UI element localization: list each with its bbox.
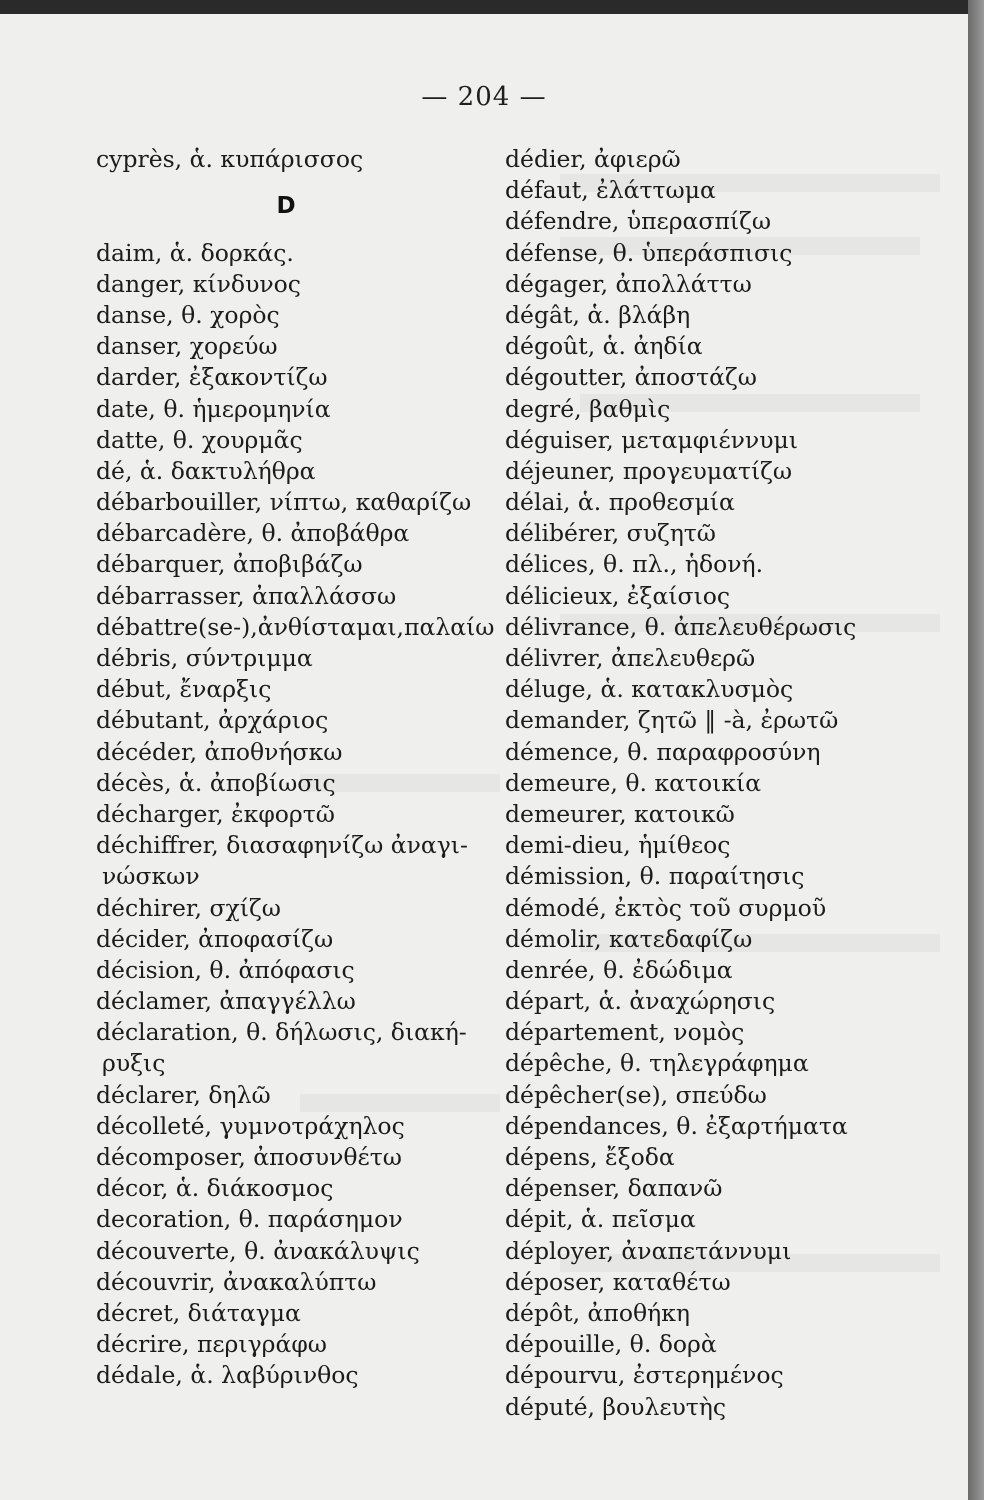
entry: départ, ἁ. ἀναχώρησις [505, 987, 776, 1016]
entry: décor, ἁ. διάκοσμος [96, 1174, 334, 1203]
entry: dépens, ἔξοδα [505, 1143, 675, 1171]
entry: déchirer, σχίζω [96, 893, 281, 922]
entry: dépouille, θ. δορὰ [505, 1330, 717, 1359]
entry: demeure, θ. κατοικία [505, 768, 762, 797]
entry: degré, βαθμὶς [505, 394, 671, 423]
entry: dégât, ἁ. βλάβη [505, 300, 691, 329]
entry: démolir, κατεδαφίζω [505, 924, 753, 953]
entry-continuation: ρυξις [102, 1049, 166, 1078]
entry: dépourvu, ἐστερημένος [505, 1361, 784, 1390]
entry: découvrir, ἀνακαλύπτω [96, 1267, 377, 1296]
entry: député, βουλευτὴς [505, 1392, 727, 1421]
entry: délicieux, ἐξαίσιος [505, 581, 731, 610]
entry: dé, ἁ. δακτυλήθρα [96, 456, 316, 485]
entry: dégager, ἀπολλάττω [505, 269, 752, 298]
entry: dépendances, θ. ἐξαρτήματα [505, 1111, 848, 1140]
page-number: — 204 — [421, 82, 547, 112]
scan-top-edge [0, 0, 984, 14]
entry: débattre(se-),ἀνθίσταμαι,παλαίω [96, 612, 495, 641]
entry: decoration, θ. παράσημον [96, 1205, 403, 1234]
entry: décider, ἀποφασίζω [96, 924, 334, 953]
entry: dépôt, ἀποθήκη [505, 1298, 690, 1327]
entry: demeurer, κατοικῶ [505, 799, 735, 828]
book-spine-edge [968, 0, 984, 1500]
entry: déclaration, θ. δήλωσις, διακή- [96, 1018, 467, 1047]
entry: datte, θ. χουρμᾶς [96, 425, 303, 454]
entry: délivrer, ἀπελευθερῶ [505, 644, 756, 672]
entry: demander, ζητῶ ‖ -à, ἐρωτῶ [505, 706, 839, 735]
entry: déclarer, δηλῶ [96, 1080, 271, 1109]
entry: déchiffrer, διασαφηνίζω ἀναγι- [96, 831, 468, 860]
entry: décolleté, γυμνοτράχηλος [96, 1111, 405, 1140]
entry: cyprès, ἁ. κυπάρισσος [96, 145, 364, 173]
entry: décision, θ. ἀπόφασις [96, 955, 355, 984]
entry: débris, σύντριμμα [96, 644, 313, 673]
entry: daim, ἁ. δορκάς. [96, 238, 294, 267]
entry: darder, ἐξακοντίζω [96, 363, 328, 392]
entry: déguiser, μεταμφιέννυμι [505, 425, 798, 454]
entry: dégoutter, ἀποστάζω [505, 363, 757, 392]
entry: date, θ. ἡμερομηνία [96, 394, 331, 423]
entry: dépêcher(se), σπεύδω [505, 1080, 767, 1109]
entry: danger, κίνδυνος [96, 269, 301, 298]
entry: dédale, ἁ. λαβύρινθος [96, 1361, 359, 1390]
entry: défendre, ὑπερασπίζω [505, 207, 772, 236]
left-column [96, 144, 496, 1392]
entry: décharger, ἐκφορτῶ [96, 799, 335, 828]
entry: décès, ἁ. ἀποβίωσις [96, 768, 336, 797]
entry: délibérer, συζητῶ [505, 519, 716, 548]
entry: dépêche, θ. τηλεγράφημα [505, 1049, 809, 1078]
entry: danse, θ. χορὸς [96, 300, 280, 329]
entry: département, νομὸς [505, 1018, 745, 1047]
entry: demi-dieu, ἡμίθεος [505, 831, 731, 860]
entry: déluge, ἁ. κατακλυσμὸς [505, 675, 794, 704]
entry: déjeuner, προγευματίζω [505, 456, 793, 485]
entry: déployer, ἀναπετάννυμι [505, 1236, 792, 1265]
entry: débarrasser, ἀπαλλάσσω [96, 581, 397, 610]
entry: débarquer, ἀποβιβάζω [96, 550, 363, 579]
entry: débutant, ἀρχάριος [96, 706, 329, 735]
entry: danser, χορεύω [96, 332, 278, 361]
dictionary-page [0, 14, 968, 1500]
section-letter-heading: D [276, 193, 296, 220]
entry-continuation: νώσκων [102, 862, 200, 891]
entry: dépenser, δαπανῶ [505, 1174, 723, 1203]
entry: délices, θ. πλ., ἡδονή. [505, 550, 764, 579]
entry: décrire, περιγράφω [96, 1330, 327, 1359]
entry: déclamer, ἀπαγγέλλω [96, 987, 356, 1016]
entry: démence, θ. παραφροσύνη [505, 737, 821, 766]
entry: dépit, ἁ. πεῖσμα [505, 1205, 696, 1234]
entry: dédier, ἀφιερῶ [505, 145, 681, 173]
entry: défaut, ἐλάττωμα [505, 176, 716, 205]
entry: débarcadère, θ. ἀποβάθρα [96, 519, 410, 548]
entry: décomposer, ἀποσυνθέτω [96, 1143, 402, 1172]
entry: denrée, θ. ἐδώδιμα [505, 955, 733, 984]
entry: défense, θ. ὑπεράσπισις [505, 238, 793, 267]
entry: délai, ἁ. προθεσμία [505, 488, 735, 517]
entry: débarbouiller, νίπτω, καθαρίζω [96, 488, 472, 517]
right-column [505, 144, 935, 1423]
entry: dégoût, ἁ. ἀηδία [505, 332, 703, 361]
entry: découverte, θ. ἀνακάλυψις [96, 1236, 420, 1265]
entry: début, ἔναρξις [96, 675, 272, 704]
entry: déposer, καταθέτω [505, 1267, 731, 1296]
entry: décéder, ἀποθνήσκω [96, 737, 343, 766]
entry: délivrance, θ. ἀπελευθέρωσις [505, 612, 857, 641]
entry: démission, θ. παραίτησις [505, 862, 805, 891]
entry: démodé, ἐκτὸς τοῦ συρμοῦ [505, 893, 827, 922]
entry: décret, διάταγμα [96, 1298, 301, 1327]
